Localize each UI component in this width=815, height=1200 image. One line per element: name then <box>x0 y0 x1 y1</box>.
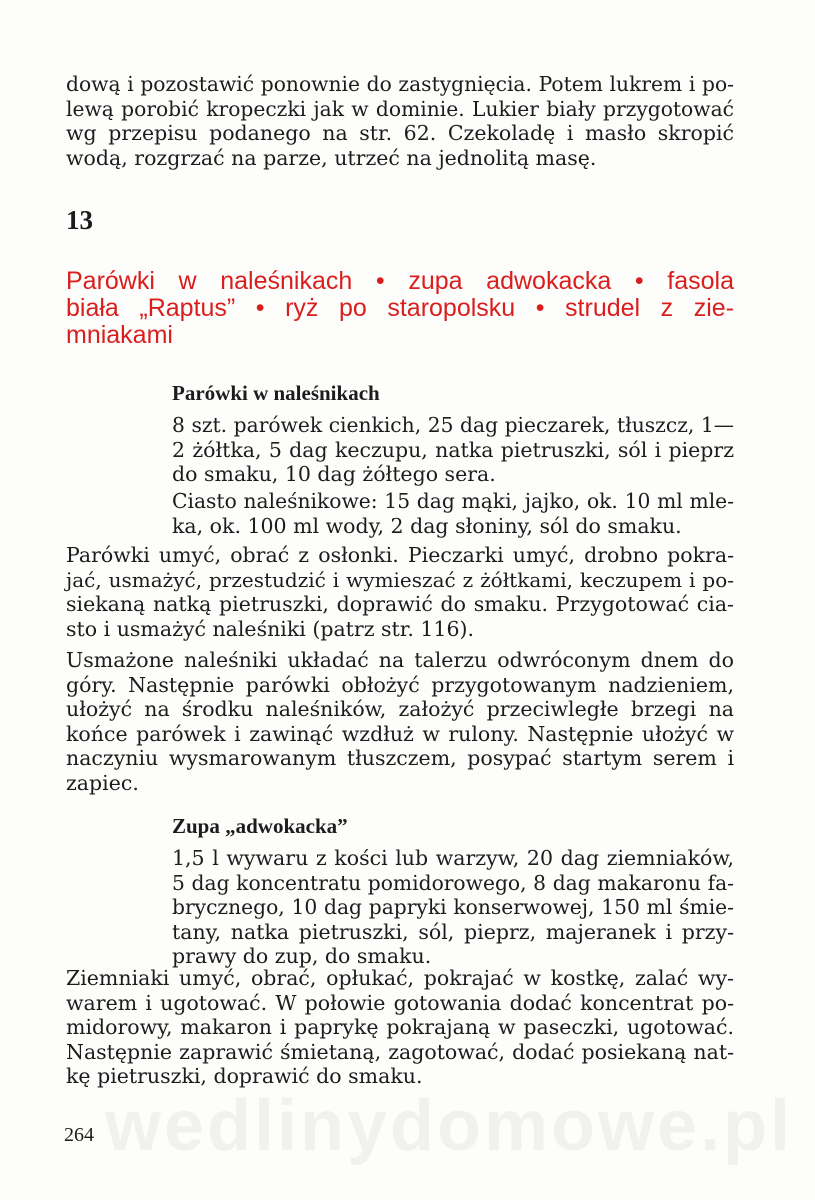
text-line: lewą porobić kropeczki jak w dominie. Lukier biały przygotować <box>66 96 734 121</box>
watermark <box>105 1085 793 1167</box>
text-line: 1,5 l wywaru z kości lub warzyw, 20 dag ziemniaków, <box>172 846 734 870</box>
text-line: góry. Następnie parówki obłożyć przygotowanym nadzieniem, <box>66 672 734 697</box>
text-line: 5 dag koncentratu pomidorowego, 8 dag makaronu fa- <box>172 870 734 895</box>
text-line: 2 żółtka, 5 dag keczupu, natka pietruszki, sól i pieprz <box>172 437 734 462</box>
text-line: do smaku, 10 dag żółtego sera. <box>172 462 496 486</box>
text-line: tany, natka pietruszki, sól, pieprz, majeranek i przy- <box>172 919 734 944</box>
text-line: Parówki umyć, obrać z osłonki. Pieczarki umyć, drobno pokra- <box>66 543 734 567</box>
text-line: kę pietruszki, doprawić do smaku. <box>66 1064 423 1088</box>
menu-heading <box>66 268 734 349</box>
text-line: siekaną natką pietruszki, doprawić do smaku. Przygotować cia- <box>66 592 734 616</box>
ingredients-list <box>172 413 734 487</box>
text-line: prawy do zup, do smaku. <box>172 944 432 968</box>
recipe-title: Zupa „adwokacka” <box>172 814 348 838</box>
text-line: sto i usmażyć naleśniki (patrz str. 116). <box>66 616 475 641</box>
text-line: Następnie zaprawić śmietaną, zagotować, dodać posiekaną nat- <box>66 1039 734 1064</box>
text-line: ka, ok. 100 ml wody, 2 dag słoniny, sól do smaku. <box>172 513 682 538</box>
text-line: Ziemniaki umyć, obrać, opłukać, pokrajać w kostkę, zalać wy- <box>66 966 734 990</box>
method-paragraph <box>66 543 734 641</box>
text-line: naczyniu wysmarowanym tłuszczem, posypać startym serem i <box>66 746 734 770</box>
text-line: jać, usmażyć, przestudzić i wymieszać z żółtkami, keczupem i po- <box>66 567 734 592</box>
text-line: ułożyć na środku naleśników, założyć przeciwległe brzegi na <box>66 697 734 721</box>
method-paragraph <box>66 648 734 795</box>
text-line: końce parówek i zawinąć wzdłuż w rulony. Następnie ułożyć w <box>66 721 734 746</box>
ingredients-list <box>172 846 734 969</box>
text-line: Ciasto naleśnikowe: 15 dag mąki, jajko, ok. 10 ml mle- <box>172 489 734 513</box>
dough-ingredients <box>172 489 734 538</box>
text-line: midorowy, makaron i paprykę pokrajaną w paseczki, ugotować. <box>66 1015 734 1039</box>
text-line: zapiec. <box>66 770 139 795</box>
page-number: 264 <box>64 1124 94 1146</box>
top-paragraph <box>66 72 734 170</box>
recipe-title: Parówki w naleśnikach <box>172 381 380 405</box>
menu-line: mniakami <box>66 321 173 349</box>
text-line: wodą, rozgrzać na parze, utrzeć na jednolitą masę. <box>66 145 597 170</box>
text-line: dową i pozostawić ponownie do zastygnięcia. Potem lukrem i po- <box>66 72 734 96</box>
chapter-number: 13 <box>66 205 93 235</box>
text-line: warem i ugotować. W połowie gotowania dodać koncentrat po- <box>66 990 734 1015</box>
text-line: brycznego, 10 dag papryki konserwowej, 150 ml śmie- <box>172 895 734 919</box>
menu-line: biała „Raptus” • ryż po staropolsku • strudel z zie- <box>66 294 734 322</box>
text-line: 8 szt. parówek cienkich, 25 dag pieczarek, tłuszcz, 1— <box>172 413 734 437</box>
text-line: wg przepisu podanego na str. 62. Czekoladę i masło skropić <box>66 121 734 145</box>
text-line: Usmażone naleśniki układać na talerzu odwróconym dnem do <box>66 648 734 672</box>
menu-line: Parówki w naleśnikach • zupa adwokacka • fasola <box>66 267 734 295</box>
method-paragraph <box>66 966 734 1089</box>
